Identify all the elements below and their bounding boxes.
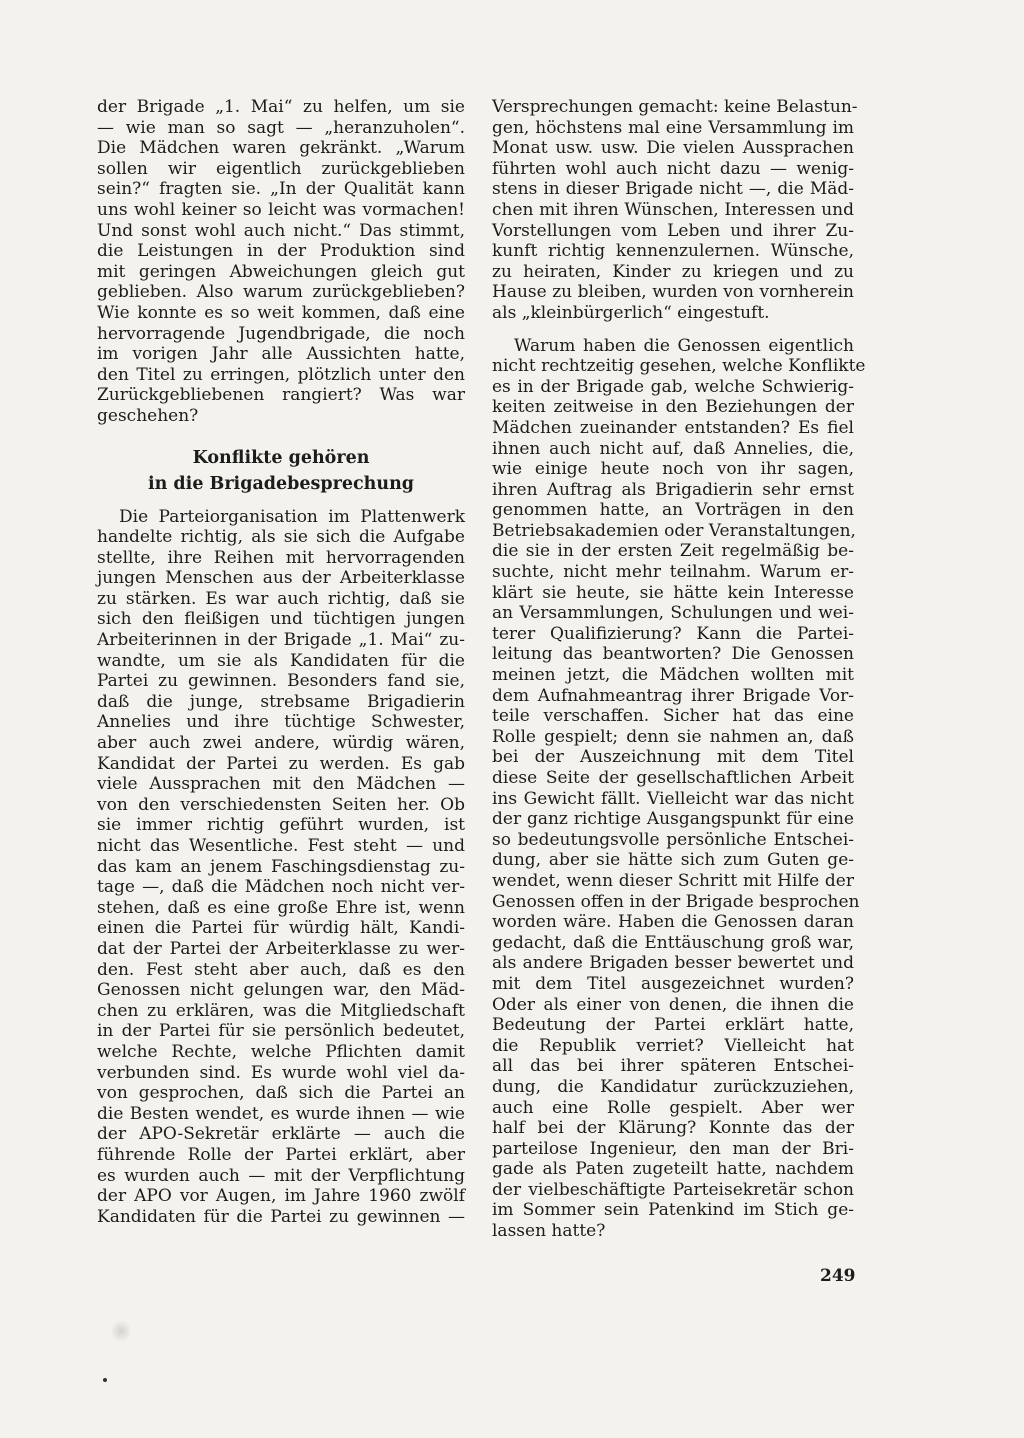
text-line: Partei zu gewinnen. Besonders fand sie, (97, 671, 465, 692)
text-line: von den verschiedensten Seiten her. Ob (97, 794, 465, 815)
right-paragraph-2 (492, 335, 866, 1242)
text-line: mit geringen Abweichungen gleich gut (97, 261, 465, 282)
text-line: die Republik verriet? Vielleicht hat (492, 1035, 854, 1056)
text-line: Die Mädchen waren gekränkt. „Warum (97, 138, 465, 159)
text-line: verbunden sind. Es wurde wohl viel da- (97, 1062, 465, 1083)
text-line: von gesprochen, daß sich die Partei an (97, 1083, 465, 1104)
text-line: hervorragende Jugendbrigade, die noch (97, 323, 465, 344)
paragraph-gap (492, 324, 854, 336)
text-line: sich den fleißigen und tüchtigen jungen (97, 609, 465, 630)
text-line: chen mit ihren Wünschen, Interessen und (492, 199, 854, 220)
text-line: stehen, daß es eine große Ehre ist, wenn (97, 897, 465, 918)
text-line: gen, höchstens mal eine Versammlung im (492, 117, 854, 138)
text-line: die Leistungen in der Produktion sind (97, 241, 465, 262)
text-line: tage —, daß die Mädchen noch nicht ver- (97, 877, 465, 898)
text-line: den. Fest steht aber auch, daß es den (97, 959, 465, 980)
section-heading (97, 445, 465, 497)
text-line: so bedeutungsvolle persönliche Entschei- (492, 829, 854, 850)
text-line: Versprechungen gemacht: keine Belastun- (492, 97, 858, 117)
text-line: stellte, ihre Reihen mit hervorragenden (97, 547, 465, 568)
text-line: half bei der Klärung? Konnte das der (492, 1118, 854, 1139)
text-line: Zurückgebliebenen rangiert? Was war (97, 385, 465, 406)
text-line: geschehen? (97, 405, 199, 426)
text-line: keiten zeitweise in den Beziehungen der (492, 397, 854, 418)
text-line: viele Aussprachen mit den Mädchen — (97, 774, 465, 795)
text-line: geblieben. Also warum zurückgeblieben? (97, 282, 465, 303)
text-line: sein?“ fragten sie. „In der Qualität kann (97, 179, 465, 200)
text-line: als andere Brigaden besser bewertet und (492, 953, 854, 974)
text-line: dung, aber sie hätte sich zum Guten ge- (492, 850, 854, 871)
text-line: Genossen offen in der Brigade besprochen (492, 891, 860, 912)
text-line: der ganz richtige Ausgangspunkt für eine (492, 809, 854, 830)
text-line: welche Rechte, welche Pflichten damit (97, 1041, 465, 1062)
text-line: Arbeiterinnen in der Brigade „1. Mai“ zu- (97, 630, 465, 651)
text-line: klärt sie heute, sie hätte kein Interesse (492, 582, 854, 603)
text-line: das kam an jenem Faschingsdienstag zu- (97, 856, 465, 877)
text-line: der vielbeschäftigte Parteisekretär schon (492, 1179, 854, 1200)
text-line: lassen hatte? (492, 1221, 606, 1242)
text-line: wendet, wenn dieser Schritt mit Hilfe der (492, 870, 854, 891)
text-line: in der Partei für sie persönlich bedeutet, (97, 1021, 465, 1042)
text-line: ihnen auch nicht auf, daß Annelies, die, (492, 438, 854, 459)
text-line: Wie konnte es so weit kommen, daß eine (97, 302, 465, 323)
text-line: Monat usw. usw. Die vielen Aussprachen (492, 138, 854, 159)
text-line: suchte, nicht mehr teilnahm. Warum er- (492, 562, 854, 583)
text-line: wandte, um sie als Kandidaten für die (97, 650, 465, 671)
text-line: sollen wir eigentlich zurückgeblieben (97, 158, 465, 179)
text-line: Warum haben die Genossen eigentlich (514, 335, 854, 356)
text-line: einen die Partei für würdig hält, Kandi- (97, 918, 465, 939)
section-heading-line-1: Konflikte gehören (192, 447, 370, 468)
text-line: führende Rolle der Partei erklärt, aber (97, 1144, 465, 1165)
text-line: Und sonst wohl auch nicht.“ Das stimmt, (97, 220, 465, 241)
text-line: leitung das beantworten? Die Genossen (492, 644, 854, 665)
text-line: worden wäre. Haben die Genossen daran (492, 912, 854, 933)
text-line: zu stärken. Es war auch richtig, daß sie (97, 588, 465, 609)
text-line: ins Gewicht fällt. Vielleicht war das nicht (492, 788, 854, 809)
text-line: dat der Partei der Arbeiterklasse zu wer- (97, 938, 465, 959)
text-line: daß die junge, strebsame Brigadierin (97, 691, 465, 712)
text-line: chen zu erklären, was die Mitgliedschaft (97, 1000, 465, 1021)
left-paragraph-2 (97, 507, 465, 1228)
text-line: diese Seite der gesellschaftlichen Arbeit (492, 768, 854, 788)
text-line: der APO-Sekretär erklärte — auch die (97, 1124, 465, 1145)
text-line: aber auch zwei andere, würdig wären, (97, 733, 465, 754)
ink-speck (103, 1378, 107, 1382)
text-line: als „kleinbürgerlich“ eingestuft. (492, 302, 770, 323)
text-line: meinen jetzt, die Mädchen wollten mit (492, 665, 854, 686)
text-line: sie immer richtig geführt wurden, ist (97, 815, 465, 836)
text-line: den Titel zu erringen, plötzlich unter den (97, 364, 465, 385)
text-line: an Versammlungen, Schulungen und wei- (492, 603, 854, 624)
text-line: kunft richtig kennenzulernen. Wünsche, (492, 241, 854, 262)
text-line: führten wohl auch nicht dazu — wenig- (492, 158, 854, 179)
right-column (492, 97, 866, 1242)
text-line: Vorstellungen vom Leben und ihrer Zu- (492, 220, 854, 241)
text-line: Die Parteiorganisation im Plattenwerk (119, 506, 465, 527)
section-heading-line-2: in die Brigadebesprechung (147, 473, 415, 494)
text-line: der Brigade „1. Mai“ zu helfen, um sie (97, 97, 465, 117)
text-line: Betriebsakademien oder Veranstaltungen, (492, 520, 856, 541)
text-line: — wie man so sagt — „heranzuholen“. (97, 117, 465, 138)
text-line: uns wohl keiner so leicht was vormachen! (97, 199, 465, 220)
text-line: Oder als einer von denen, die ihnen die (492, 994, 854, 1015)
text-line: die sie in der ersten Zeit regelmäßig be- (492, 541, 854, 562)
text-line: bei der Auszeichnung mit dem Titel (492, 747, 854, 768)
text-line: dem Aufnahmeantrag ihrer Brigade Vor- (492, 685, 854, 706)
text-line: nicht rechtzeitig gesehen, welche Konflikte (492, 356, 866, 377)
text-line: all das bei ihrer späteren Entschei- (492, 1056, 854, 1077)
text-line: gedacht, daß die Enttäuschung groß war, (492, 932, 854, 953)
text-line: Rolle gespielt; denn sie nahmen an, daß (492, 726, 854, 747)
text-line: Mädchen zueinander entstanden? Es fiel (492, 417, 854, 438)
text-line: mit dem Titel ausgezeichnet wurden? (492, 973, 854, 994)
text-line: terer Qualifizierung? Kann die Partei- (492, 623, 854, 644)
text-line: es in der Brigade gab, welche Schwierig- (492, 376, 854, 397)
text-line: auch eine Rolle gespielt. Aber wer (492, 1097, 854, 1118)
text-line: zu heiraten, Kinder zu kriegen und zu (492, 261, 854, 282)
left-column (97, 97, 465, 1227)
page-number: 249 (820, 1266, 856, 1286)
text-line: jungen Menschen aus der Arbeiterklasse (97, 568, 465, 589)
text-line: die Besten wendet, es wurde ihnen — wie (97, 1103, 465, 1124)
text-line: nicht das Wesentliche. Fest steht — und (97, 836, 465, 856)
text-line: es wurden auch — mit der Verpflichtung (97, 1165, 465, 1186)
left-paragraph-1 (97, 97, 465, 427)
text-line: ihren Auftrag als Brigadierin sehr ernst (492, 479, 854, 500)
text-line: teile verschaffen. Sicher hat das eine (492, 706, 854, 727)
text-line: Genossen nicht gelungen war, den Mäd- (97, 980, 465, 1001)
text-line: stens in dieser Brigade nicht —, die Mäd- (492, 179, 854, 200)
text-line: Annelies und ihre tüchtige Schwester, (97, 712, 465, 733)
text-line: Kandidaten für die Partei zu gewinnen — (97, 1206, 465, 1227)
text-line: im Sommer sein Patenkind im Stich ge- (492, 1200, 854, 1221)
text-line: handelte richtig, als sie sich die Aufgabe (97, 527, 465, 548)
text-line: Hause zu bleiben, wurden von vornherein (492, 282, 854, 303)
paper-smudge (112, 1318, 130, 1344)
text-line: parteilose Ingenieur, den man der Bri- (492, 1138, 854, 1159)
text-line: gade als Paten zugeteilt hatte, nachdem (492, 1159, 854, 1180)
text-line: der APO vor Augen, im Jahre 1960 zwölf (97, 1186, 465, 1207)
text-line: wie einige heute noch von ihr sagen, (492, 459, 854, 480)
text-line: dung, die Kandidatur zurückzuziehen, (492, 1076, 854, 1097)
text-line: Kandidat der Partei zu werden. Es gab (97, 753, 465, 774)
text-line: Bedeutung der Partei erklärt hatte, (492, 1015, 854, 1036)
right-paragraph-1 (492, 97, 858, 324)
text-line: genommen hatte, an Vorträgen in den (492, 500, 854, 521)
text-line: im vorigen Jahr alle Aussichten hatte, (97, 344, 465, 365)
